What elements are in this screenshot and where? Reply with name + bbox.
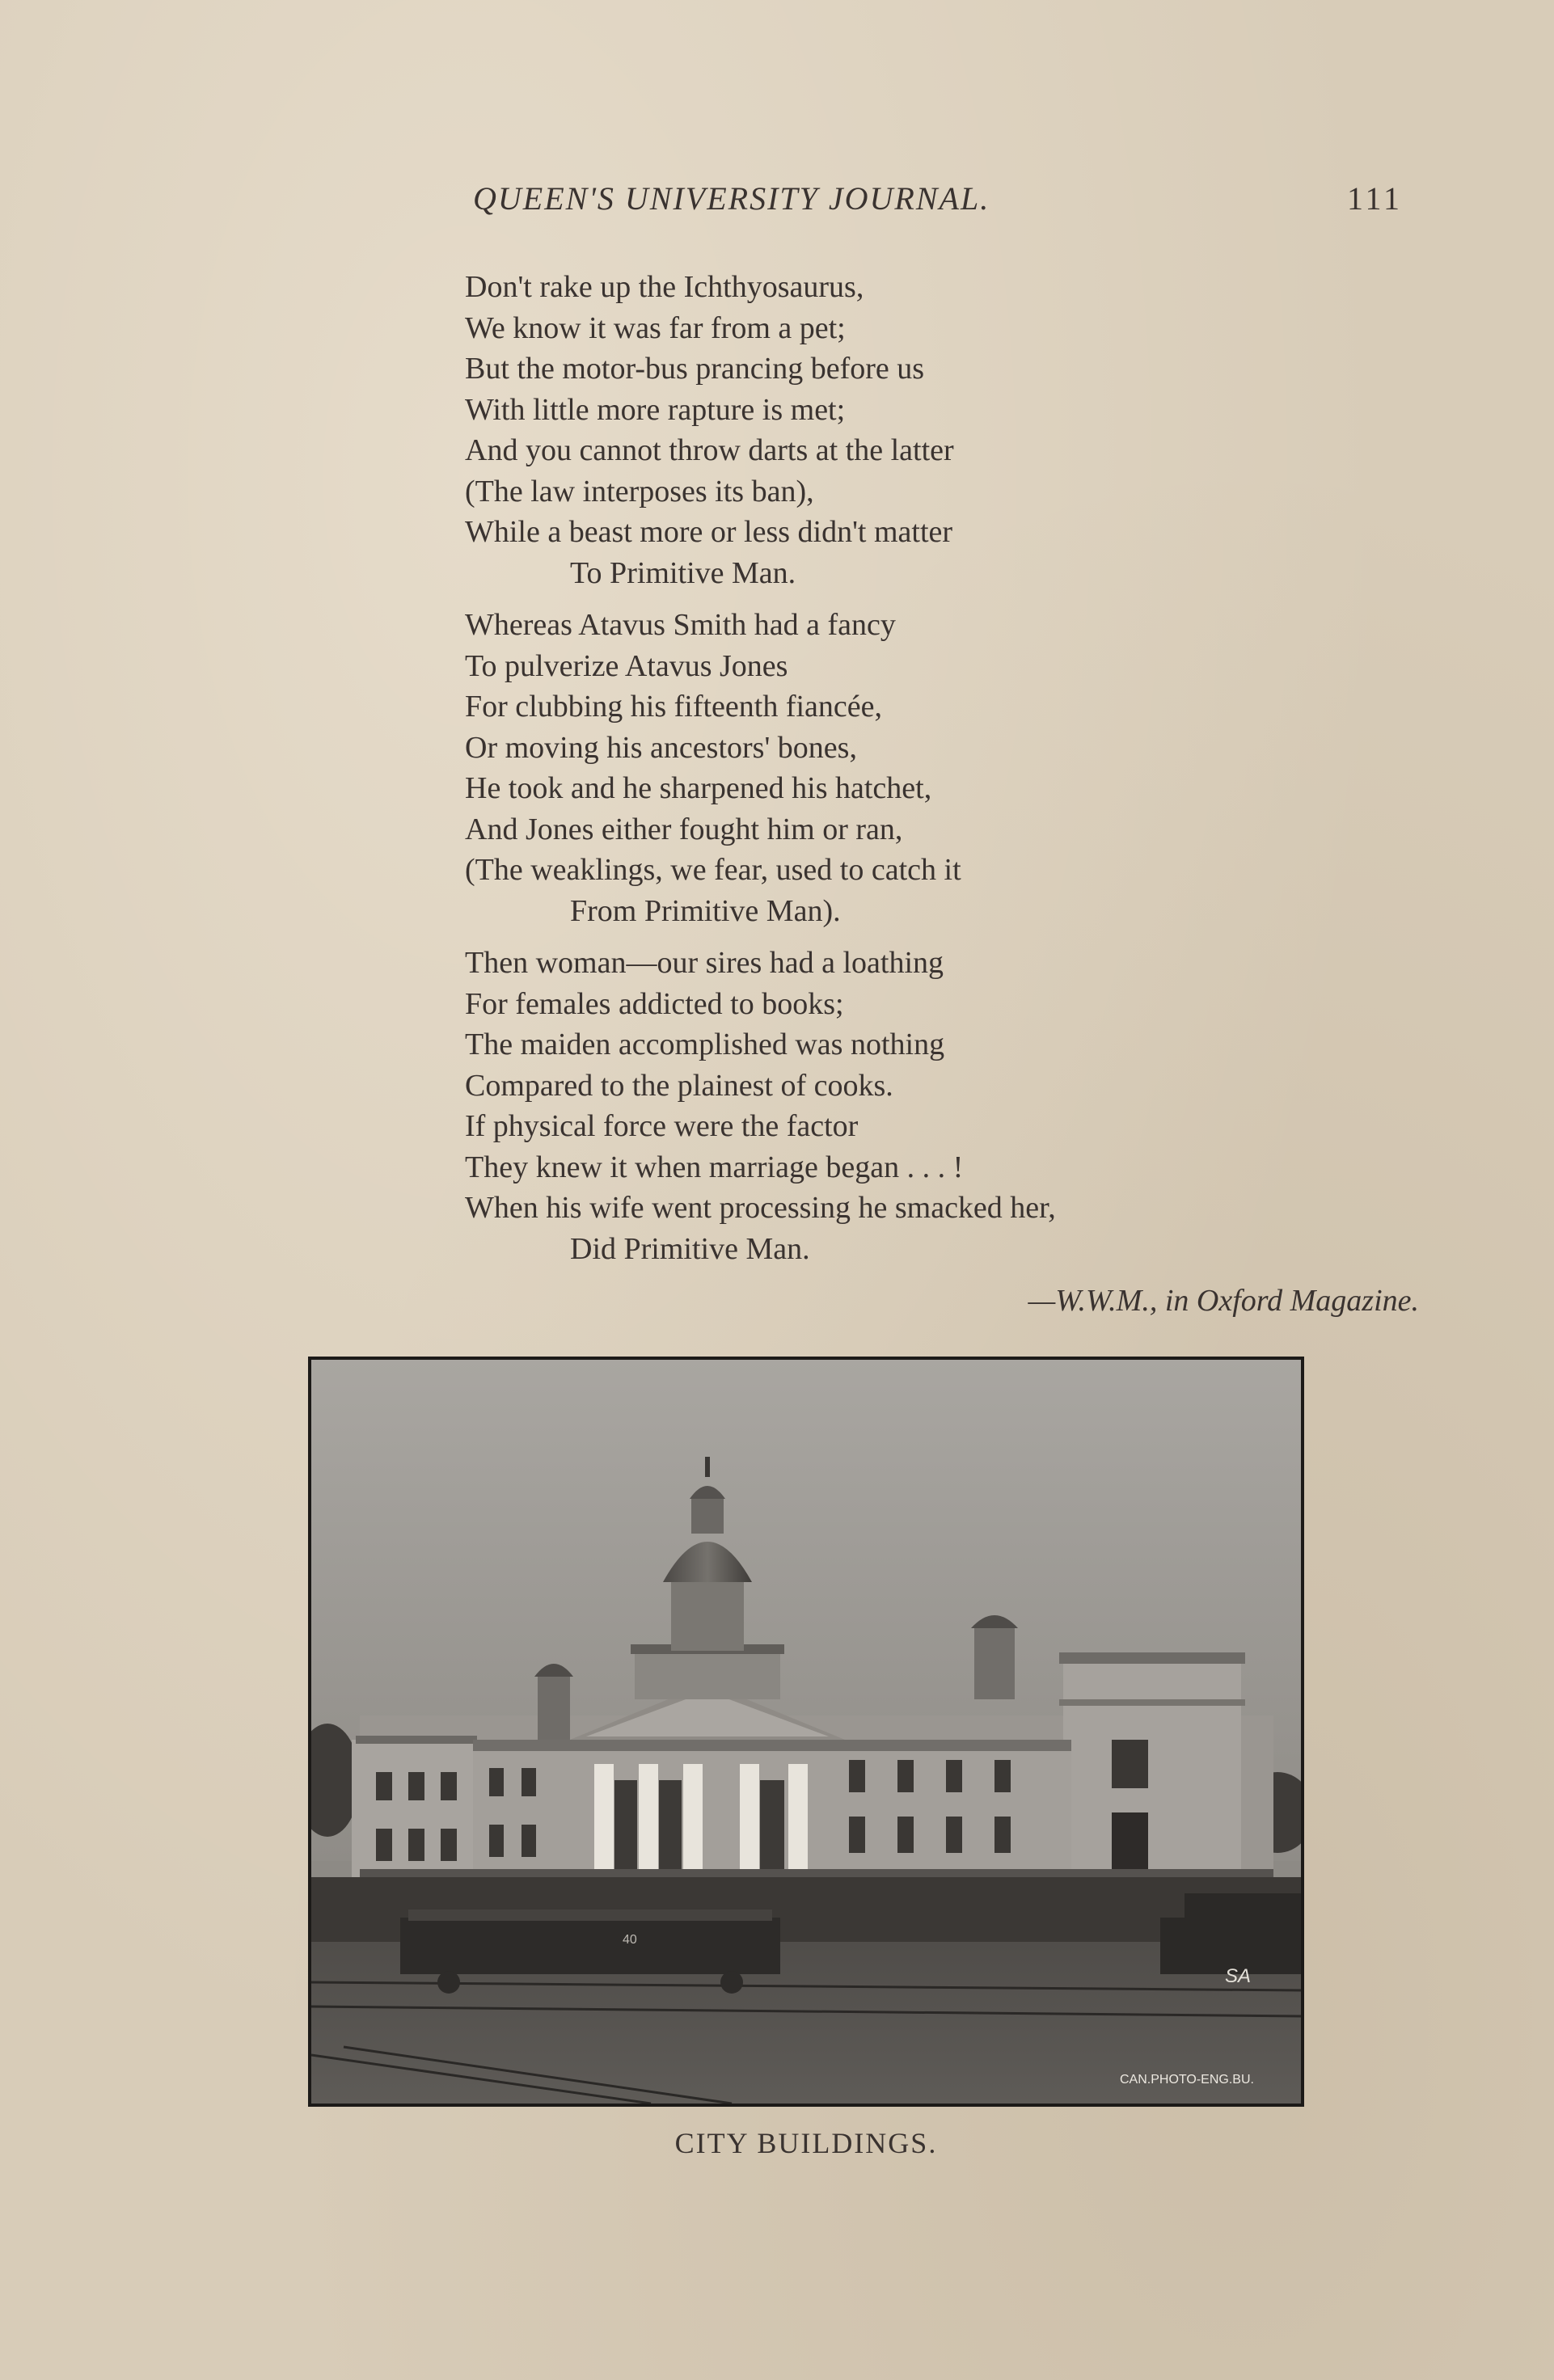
poem-line: When his wife went processing he smacked her, xyxy=(465,1191,1056,1225)
poem-attribution: —W.W.M., in Oxford Magazine. xyxy=(1028,1284,1419,1318)
corner-mark: SA xyxy=(1225,1965,1252,1987)
stanza-3 xyxy=(465,943,1435,1269)
page-number: 111 xyxy=(1346,180,1403,217)
stanza-1 xyxy=(465,267,1435,593)
journal-title: QUEEN'S UNIVERSITY JOURNAL. xyxy=(473,180,990,217)
poem-line: For clubbing his fifteenth fiancée, xyxy=(465,690,883,724)
poem-line: Compared to the plainest of cooks. xyxy=(465,1068,893,1103)
poem-refrain: From Primitive Man). xyxy=(570,893,841,928)
poem-line: But the motor-bus prancing before us xyxy=(465,352,925,386)
poem-refrain: To Primitive Man. xyxy=(570,555,796,590)
poem-line: While a beast more or less didn't matter xyxy=(465,515,953,549)
stanza-2 xyxy=(465,605,1435,931)
poem-line: For females addicted to books; xyxy=(465,986,844,1021)
poem xyxy=(465,267,1435,1321)
running-head xyxy=(473,179,1403,228)
poem-line: The maiden accomplished was nothing xyxy=(465,1028,945,1061)
poem-line: To pulverize Atavus Jones xyxy=(465,648,788,683)
poem-line: With little more rapture is met; xyxy=(465,392,846,427)
poem-line: He took and he sharpened his hatchet, xyxy=(465,771,932,805)
poem-line: And you cannot throw darts at the latter xyxy=(465,433,954,467)
poem-line: We know it was far from a pet; xyxy=(465,310,846,345)
poem-line: (The law interposes its ban), xyxy=(465,474,814,508)
poem-line: Or moving his ancestors' bones, xyxy=(465,730,857,765)
poem-line: Then woman—our sires had a loathing xyxy=(465,946,944,980)
city-buildings-photo xyxy=(308,1357,1304,2107)
figure-caption: CITY BUILDINGS. xyxy=(674,2127,938,2159)
poem-line: Whereas Atavus Smith had a fancy xyxy=(465,608,896,642)
engraver-credit: CAN.PHOTO-ENG.BU. xyxy=(1120,2073,1254,2087)
poem-line: Don't rake up the Ichthyosaurus, xyxy=(465,270,864,304)
poem-line: If physical force were the factor xyxy=(465,1109,859,1143)
poem-line: (The weaklings, we fear, used to catch it xyxy=(465,853,961,887)
poem-line: They knew it when marriage began . . . ! xyxy=(465,1150,964,1184)
poem-line: And Jones either fought him or ran, xyxy=(465,812,903,846)
streetcar-number: 40 xyxy=(623,1933,637,1947)
poem-refrain: Did Primitive Man. xyxy=(570,1231,810,1266)
